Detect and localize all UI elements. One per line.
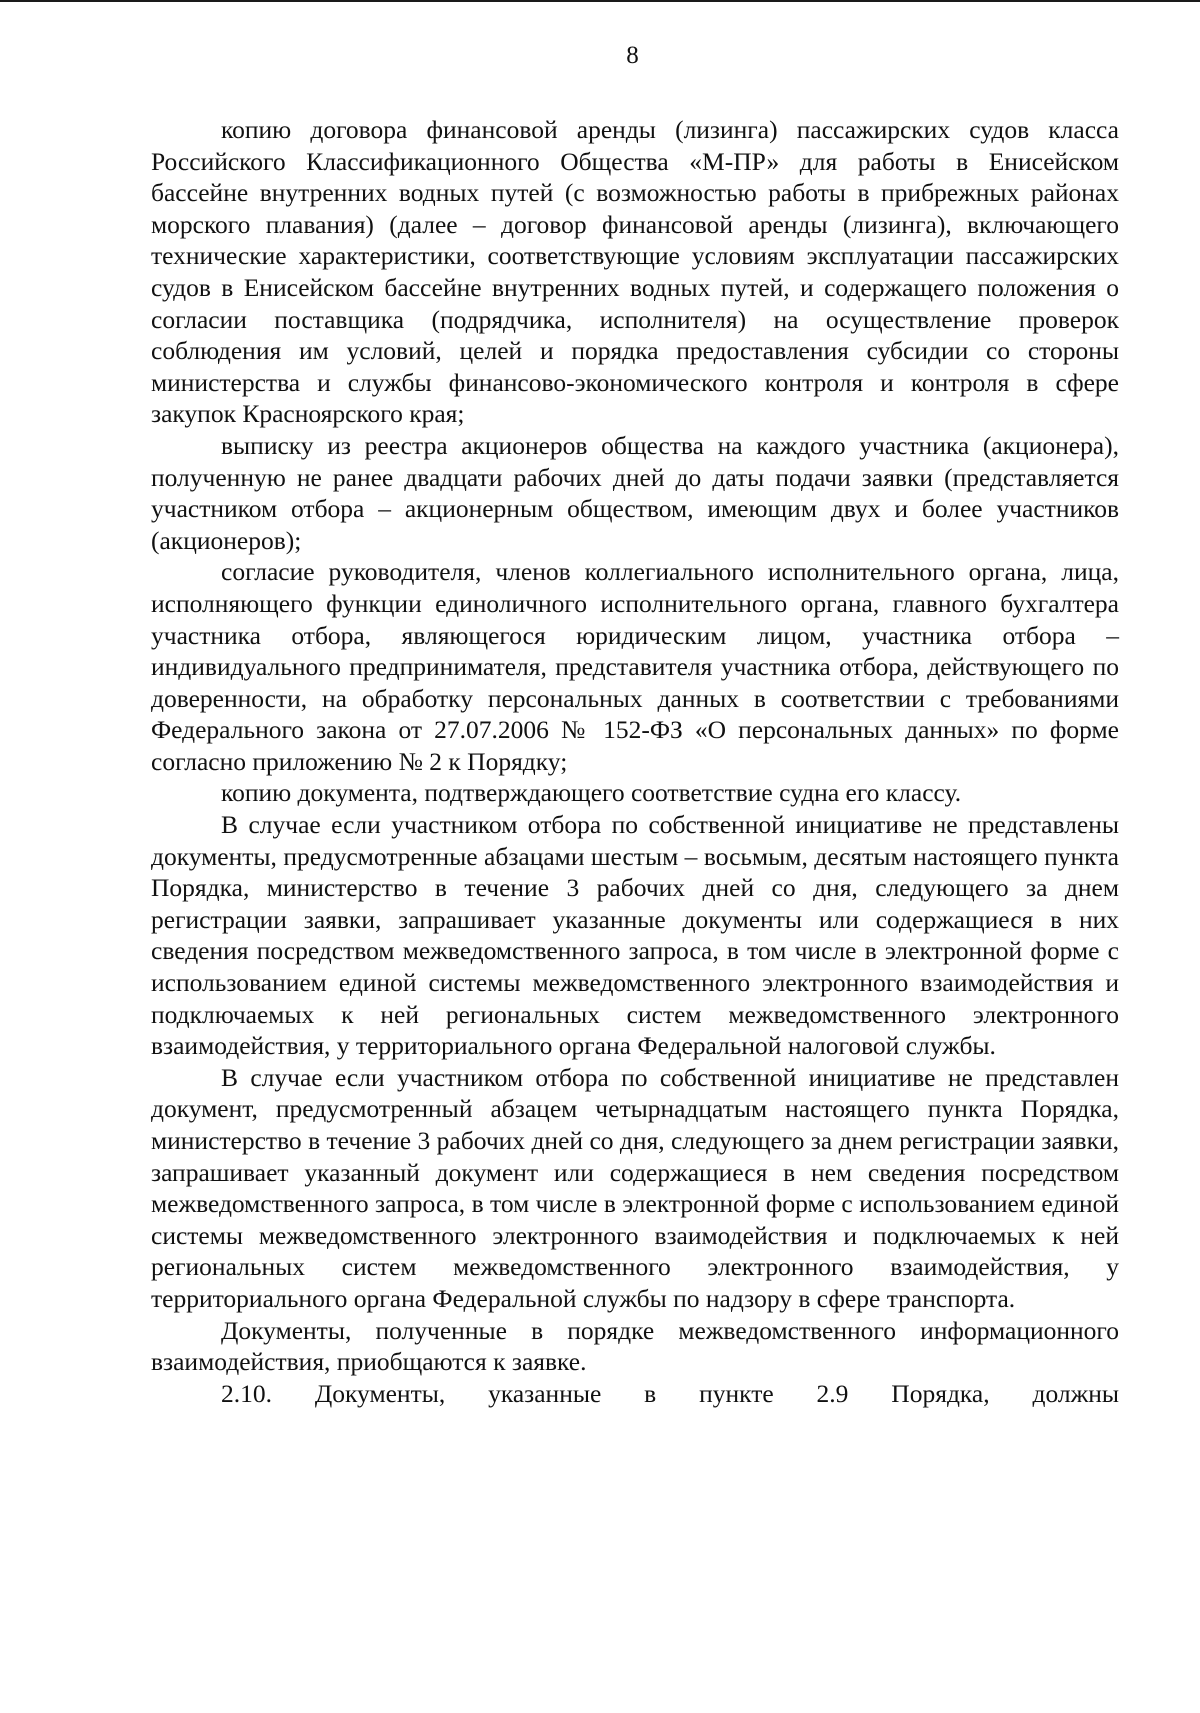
scan-top-border bbox=[0, 0, 1200, 2]
paragraph-tax-service-request: В случае если участником отбора по собственной инициативе не представлены документы, предусмотренные абзацами шестым – восьмым, десятым настоящего пункта Порядка, министерство в течение 3 рабочих дней со дня, следующего за днем регистрации заявки, запрашивает указанные документы или содержащиеся в них сведения посредством межведомственного запроса, в том числе в электронной форме с использованием единой системы межведомственного электронного взаимодействия и подключаемых к ней региональных систем межведомственного электронного взаимодействия, у территориального органа Федеральной налоговой службы. bbox=[151, 810, 1119, 1061]
paragraph-section-2-10: 2.10. Документы, указанные в пункте 2.9 Порядка, должны bbox=[221, 1378, 1119, 1408]
page-number: 8 bbox=[626, 42, 639, 69]
paragraph-personal-data-consent: согласие руководителя, членов коллегиального исполнительного органа, лица, исполняющего функции единоличного исполнительного органа, главного бухгалтера участника отбора, являющегося юридическим лицом, участника отбора – индивидуального предпринимателя, представителя участника отбора, действующего по доверенности, на обработку персональных данных в соответствии с требованиями Федерального закона от 27.07.2006 № 152-ФЗ «О персональных данных» по форме согласно приложению № 2 к Порядку; bbox=[151, 557, 1119, 776]
paragraph-documents-attached: Документы, полученные в порядке межведомственного информационного взаимодействия, приобщаются к заявке. bbox=[151, 1315, 1119, 1377]
paragraph-lease-contract-copy: копию договора финансовой аренды (лизинга) пассажирских судов класса Российского Классификационного Общества «М-ПР» для работы в Енисейском бассейне внутренних водных путей (с возможностью работы в прибрежных районах морского плавания) (далее – договор финансовой аренды (лизинга), включающего технические характеристики, соответствующие условиям эксплуатации пассажирских судов в Енисейском бассейне внутренних водных путей, и содержащего положения о согласии поставщика (подрядчика, исполнителя) на осуществление проверок соблюдения им условий, целей и порядка предоставления субсидии со стороны министерства и службы финансово-экономического контроля и контроля в сфере закупок Красноярского края; bbox=[151, 115, 1119, 429]
document-body bbox=[151, 114, 1119, 1409]
paragraph-transport-supervision-request: В случае если участником отбора по собственной инициативе не представлен документ, предусмотренный абзацем четырнадцатым настоящего пункта Порядка, министерство в течение 3 рабочих дней со дня, следующего за днем регистрации заявки, запрашивает указанный документ или содержащиеся в нем сведения посредством межведомственного запроса, в том числе в электронной форме с использованием единой системы межведомственного электронного взаимодействия и подключаемых к ней региональных систем межведомственного электронного взаимодействия, у территориального органа Федеральной службы по надзору в сфере транспорта. bbox=[151, 1062, 1119, 1313]
paragraph-shareholder-register-extract: выписку из реестра акционеров общества на каждого участника (акционера), полученную не ранее двадцати рабочих дней до даты подачи заявки (представляется участником отбора – акционерным обществом, имеющим двух и более участников (акционеров); bbox=[151, 430, 1119, 555]
paragraph-vessel-class-document: копию документа, подтверждающего соответствие судна его классу. bbox=[221, 778, 962, 808]
